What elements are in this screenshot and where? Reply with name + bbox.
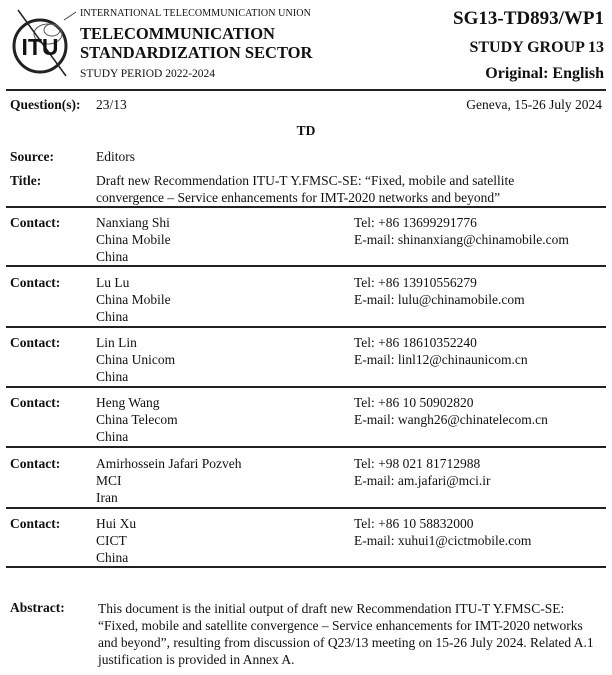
contact-email[interactable]: E-mail: linl12@chinaunicom.cn	[354, 352, 528, 367]
study-period: STUDY PERIOD 2022-2024	[80, 68, 216, 80]
contact-tel: Tel: +86 13699291776	[354, 215, 477, 230]
contact-tel: Tel: +98 021 81712988	[354, 456, 481, 471]
title-value: Draft new Recommendation ITU-T Y.FMSC-SE: “Fixed, mobile and satellite convergence – Service enhancements for IMT-2020 networks and beyond”	[96, 173, 515, 205]
contact-identity	[96, 394, 178, 445]
divider	[6, 446, 606, 448]
title-label: Title:	[10, 173, 42, 188]
contact-name: Lin Lin	[96, 335, 137, 350]
location-date: Geneva, 15-26 July 2024	[466, 97, 602, 112]
contact-identity	[96, 455, 241, 506]
divider	[6, 566, 606, 568]
contact-details	[354, 455, 491, 489]
contact-name: Heng Wang	[96, 395, 160, 410]
abstract-text: This document is the initial output of draft new Recommendation ITU-T Y.FMSC-SE: “Fixed, mobile and satellite convergence – Service enhancements for IMT-2020 networks and beyond”, resulting from discussion of Q23/13 meeting on 15-26 July 2024. Related A.1 justification is provided in Annex A.	[98, 601, 594, 667]
abstract-label: Abstract:	[10, 600, 65, 615]
contact-name: Lu Lu	[96, 275, 130, 290]
document-id: SG13-TD893/WP1	[453, 8, 604, 29]
contact-tel: Tel: +86 10 50902820	[354, 395, 474, 410]
org-name: INTERNATIONAL TELECOMMUNICATION UNION	[80, 8, 311, 19]
contact-email[interactable]: E-mail: am.jafari@mci.ir	[354, 473, 491, 488]
contact-email[interactable]: E-mail: xuhui1@cictmobile.com	[354, 533, 532, 548]
itu-globe-icon	[8, 6, 78, 78]
contact-tel: Tel: +86 18610352240	[354, 335, 477, 350]
contact-email[interactable]: E-mail: lulu@chinamobile.com	[354, 292, 525, 307]
sector-name	[80, 24, 312, 62]
contact-label: Contact:	[10, 215, 61, 230]
contact-tel: Tel: +86 10 58832000	[354, 516, 474, 531]
contact-org: China Mobile	[96, 292, 171, 307]
contact-country: China	[96, 550, 129, 565]
divider	[6, 326, 606, 328]
document-type: TD	[296, 123, 316, 138]
divider	[6, 206, 606, 208]
divider	[6, 265, 606, 267]
contact-email[interactable]: E-mail: wangh26@chinatelecom.cn	[354, 412, 548, 427]
contact-country: China	[96, 429, 129, 444]
contact-tel: Tel: +86 13910556279	[354, 275, 477, 290]
question-value: 23/13	[96, 97, 127, 112]
source-label: Source:	[10, 149, 54, 164]
itu-logo	[8, 6, 78, 78]
contact-org: China Telecom	[96, 412, 178, 427]
contact-details	[354, 394, 548, 428]
contact-email[interactable]: E-mail: shinanxiang@chinamobile.com	[354, 232, 569, 247]
divider	[6, 507, 606, 509]
contact-identity	[96, 214, 171, 265]
contact-identity	[96, 274, 171, 325]
svg-text:ITU: ITU	[21, 34, 59, 60]
header-divider	[6, 89, 606, 91]
contact-org: China Mobile	[96, 232, 171, 247]
contact-label: Contact:	[10, 395, 61, 410]
source-value: Editors	[96, 149, 135, 164]
contact-identity	[96, 515, 136, 566]
sector-line-1: TELECOMMUNICATION	[80, 24, 275, 43]
contact-name: Hui Xu	[96, 516, 137, 531]
contact-label: Contact:	[10, 335, 61, 350]
contact-label: Contact:	[10, 275, 61, 290]
contact-details	[354, 214, 569, 248]
contact-details	[354, 274, 525, 308]
sector-line-2: STANDARDIZATION SECTOR	[80, 43, 313, 62]
contact-country: China	[96, 249, 129, 264]
original-language: Original: English	[485, 65, 604, 82]
contact-org: China Unicom	[96, 352, 176, 367]
contact-country: Iran	[96, 490, 118, 505]
contact-country: China	[96, 309, 129, 324]
contact-org: CICT	[96, 533, 127, 548]
question-label: Question(s):	[10, 97, 81, 112]
contact-country: China	[96, 369, 129, 384]
contact-identity	[96, 334, 175, 385]
study-group: STUDY GROUP 13	[469, 39, 604, 56]
divider	[6, 386, 606, 388]
contact-name: Nanxiang Shi	[96, 215, 170, 230]
contact-details	[354, 515, 531, 549]
contact-org: MCI	[96, 473, 122, 488]
contact-details	[354, 334, 528, 368]
contact-label: Contact:	[10, 516, 61, 531]
contact-label: Contact:	[10, 456, 61, 471]
contact-name: Amirhossein Jafari Pozveh	[96, 456, 242, 471]
